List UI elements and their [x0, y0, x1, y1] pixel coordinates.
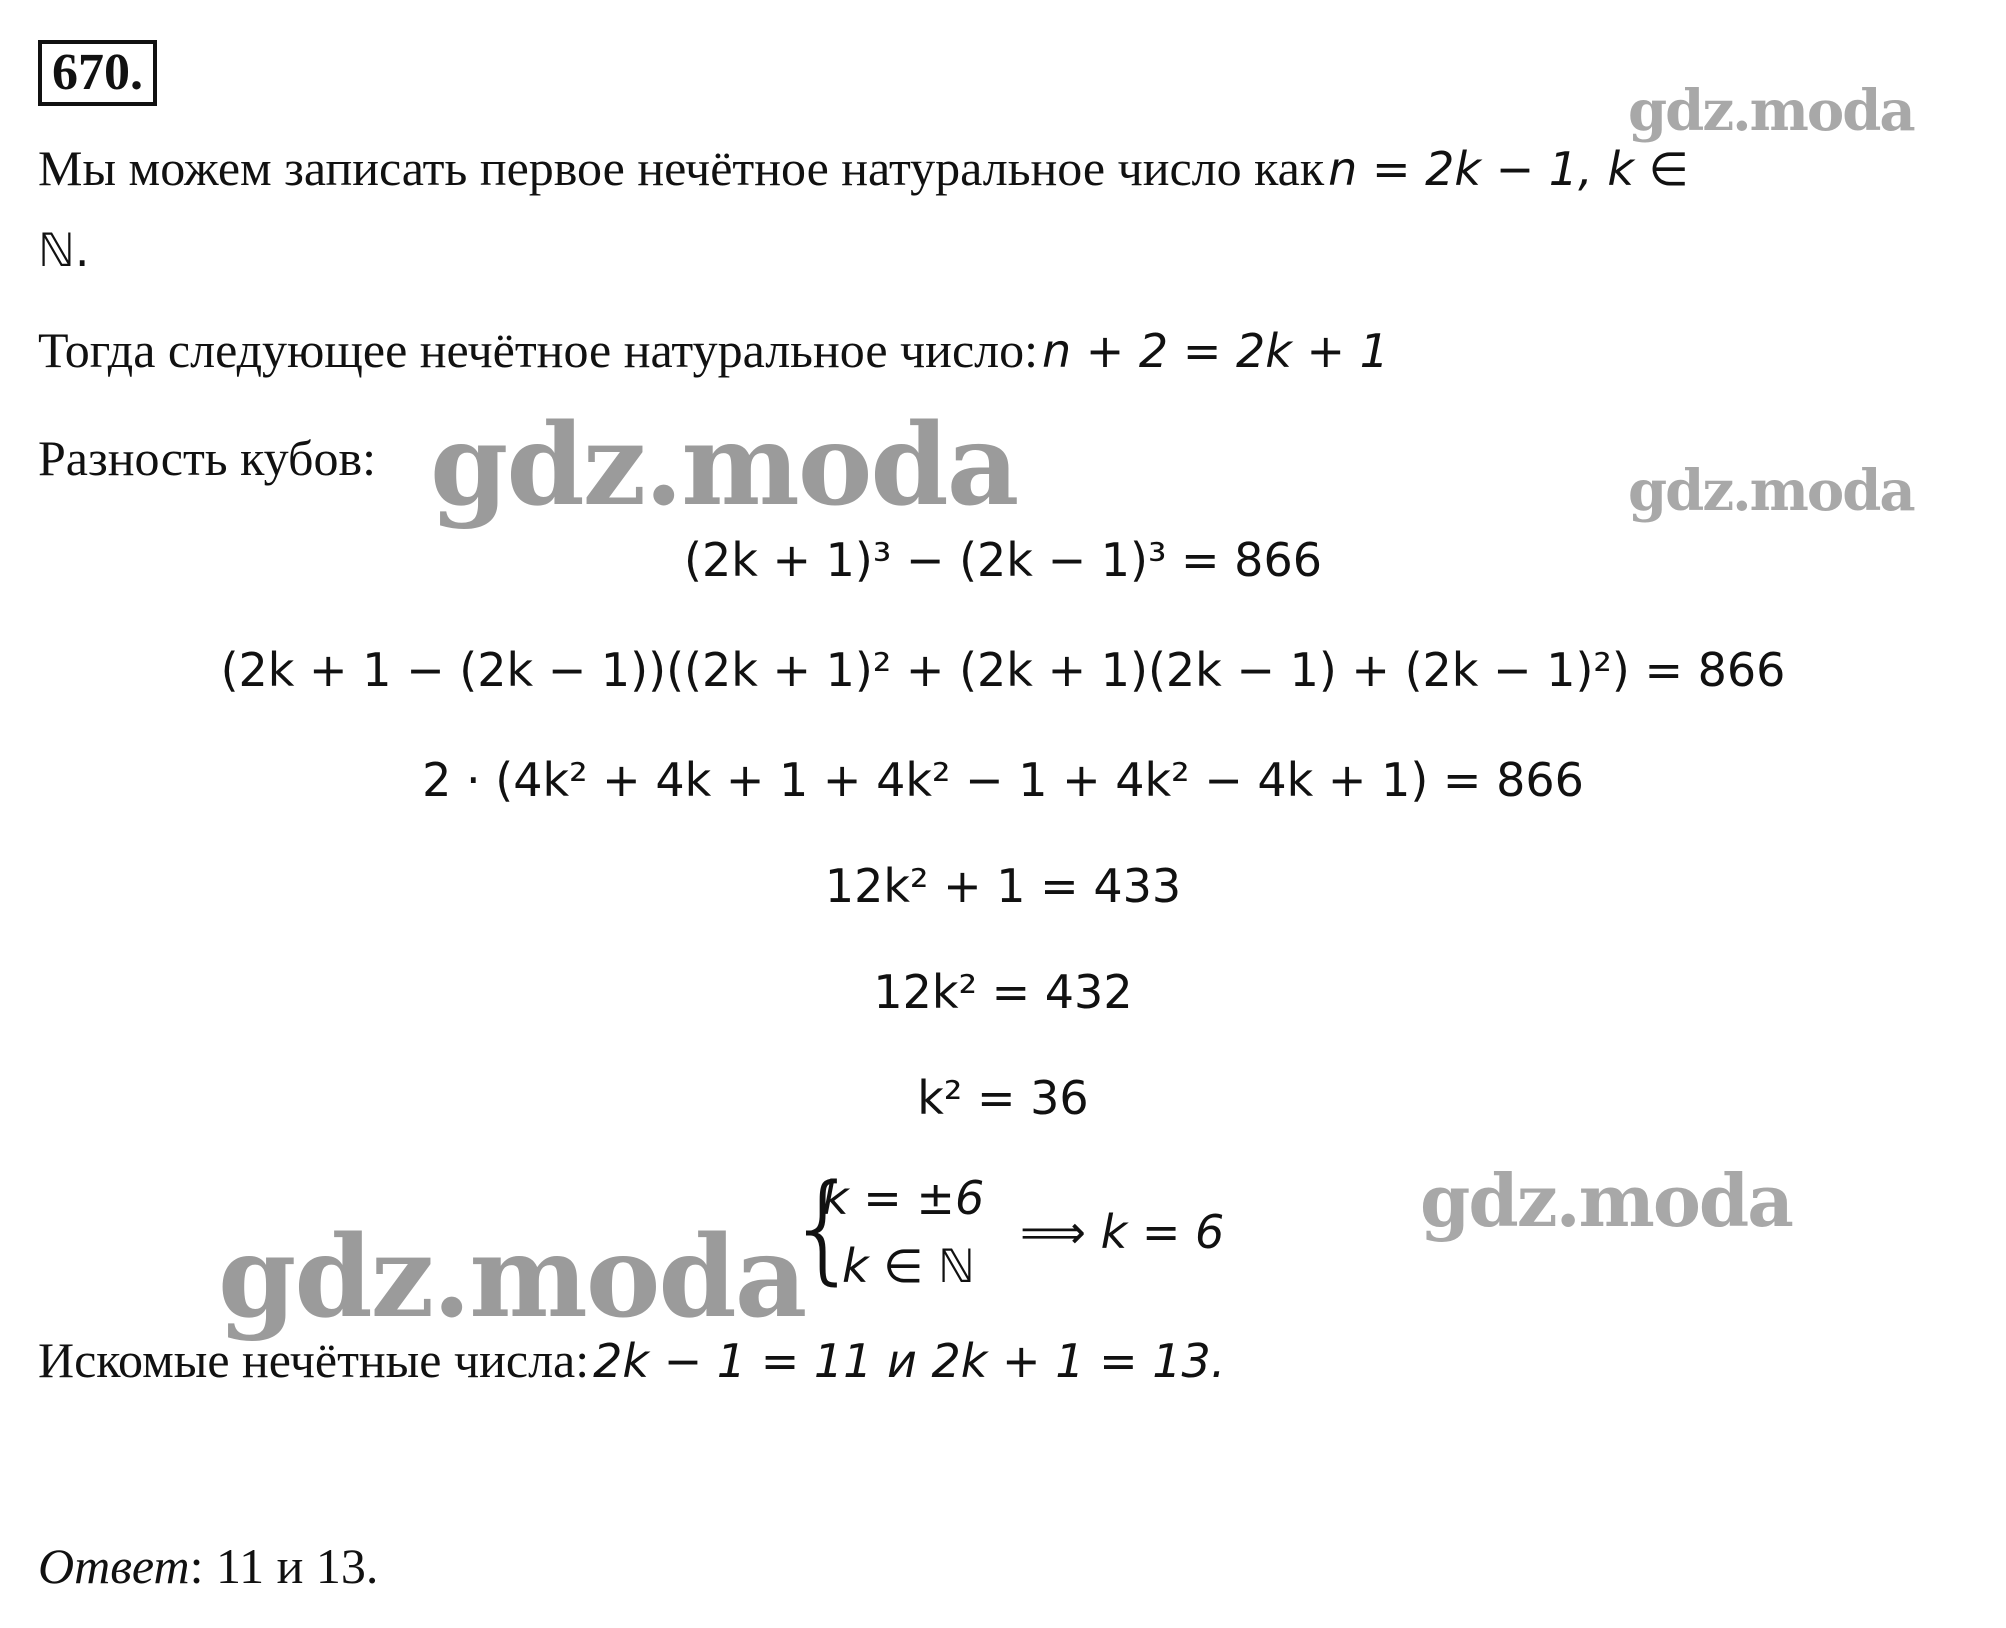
- watermark-large-left: gdz.moda: [430, 400, 1018, 531]
- watermark-mid-right: gdz.moda: [1628, 458, 1914, 524]
- problem-number: 670.: [38, 40, 157, 106]
- intro-formula: n = 2k − 1, k ∈: [1328, 142, 1689, 196]
- next-text: Тогда следующее нечётное натуральное число:: [38, 322, 1038, 378]
- equation-3: 2 · (4k² + 4k + 1 + 4k² − 1 + 4k² − 4k + 1) = 866: [422, 753, 1584, 807]
- next-line: [38, 320, 1389, 381]
- intro-formula-continued: ℕ.: [38, 223, 90, 277]
- equation-1: (2k + 1)³ − (2k − 1)³ = 866: [684, 533, 1322, 587]
- conclusion-text: Искомые нечётные числа:: [38, 1332, 590, 1388]
- conclusion-line: [38, 1330, 1225, 1391]
- system-result: ⟹ k = 6: [1020, 1205, 1225, 1259]
- answer-value: : 11 и 13.: [189, 1538, 379, 1594]
- equation-4: 12k² + 1 = 433: [824, 859, 1182, 913]
- next-formula: n + 2 = 2k + 1: [1041, 324, 1389, 378]
- answer-label: Ответ: [38, 1538, 190, 1594]
- equation-2: (2k + 1 − (2k − 1))((2k + 1)² + (2k + 1)(2k − 1) + (2k − 1)²) = 866: [220, 643, 1786, 697]
- watermark-top-right: gdz.moda: [1628, 78, 1914, 144]
- watermark-large-bottom: gdz.moda: [218, 1212, 806, 1343]
- intro-text: Мы можем записать первое нечётное натуральное число как: [38, 140, 1325, 196]
- difference-label: Разность кубов:: [38, 430, 376, 486]
- system-line-1: k = ±6: [822, 1171, 985, 1225]
- equation-5: 12k² = 432: [873, 965, 1133, 1019]
- answer-line: [38, 1536, 378, 1596]
- intro-line: [38, 138, 1689, 199]
- conclusion-formula: 2k − 1 = 11 и 2k + 1 = 13.: [593, 1334, 1226, 1388]
- watermark-lower-right: gdz.moda: [1420, 1158, 1792, 1243]
- equation-6: k² = 36: [917, 1071, 1089, 1125]
- system-brace: {: [786, 1158, 862, 1296]
- system-line-2: k ∈ ℕ: [842, 1239, 975, 1293]
